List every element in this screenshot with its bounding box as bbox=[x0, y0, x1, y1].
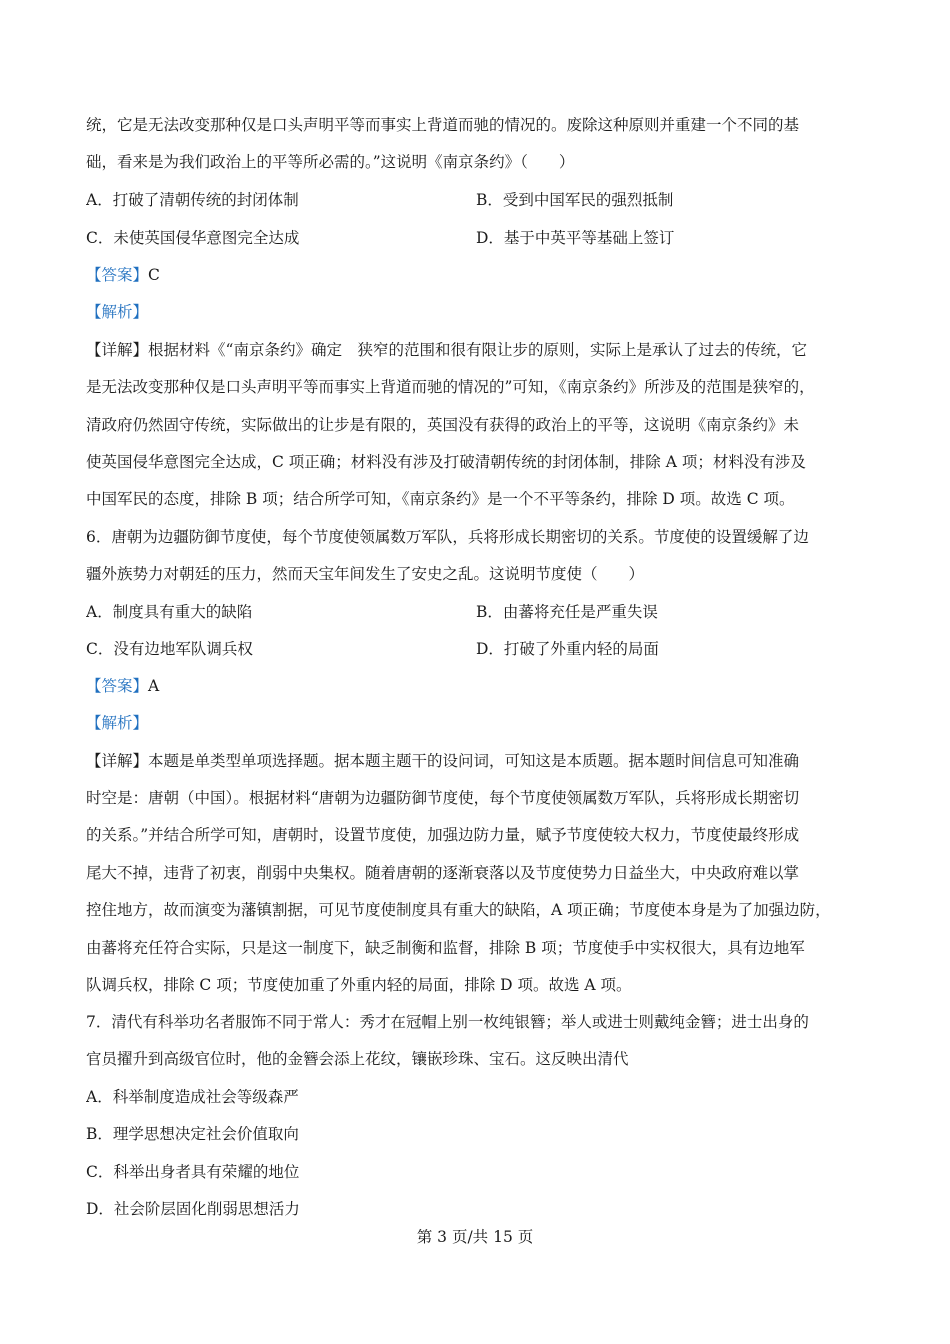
answer-value: A bbox=[148, 677, 160, 695]
q6-option-a: A．制度具有重大的缺陷 bbox=[86, 603, 253, 621]
q6-analysis bbox=[86, 712, 886, 734]
q7-option-b: B．理学思想决定社会价值取向 bbox=[86, 1125, 299, 1143]
q5-stem-line-2: 础，看来是为我们政治上的平等所必需的。”这说明《南京条约》（ ） bbox=[86, 153, 575, 171]
q7-stem-line-1: 7．清代有科举功名者服饰不同于常人：秀才在冠帽上别一枚纯银簪；举人或进士则戴纯金簪；进士出身的 bbox=[86, 1013, 809, 1031]
detail-tag: 【详解】 bbox=[86, 341, 149, 359]
q7-stem-line-2: 官员擢升到高级官位时，他的金簪会添上花纹，镶嵌珍珠、宝石。这反映出清代 bbox=[86, 1050, 629, 1068]
page-indicator: 第 3 页/共 15 页 bbox=[416, 1228, 534, 1246]
q7-option-d: D．社会阶层固化削弱思想活力 bbox=[86, 1200, 300, 1218]
q5-detail-line-3: 清政府仍然固守传统，实际做出的让步是有限的，英国没有获得的政治上的平等，这说明《南京条约》未 bbox=[86, 416, 800, 434]
q5-options-row-1 bbox=[86, 189, 886, 211]
q6-detail-line-2: 时空是：唐朝（中国）。根据材料“唐朝为边疆防御节度使，每个节度使领属数万军队，兵将形成长期密切 bbox=[86, 789, 800, 807]
analysis-tag: 【解析】 bbox=[86, 303, 149, 321]
q5-detail-line-5: 中国军民的态度，排除 B 项；结合所学可知，《南京条约》是一个不平等条约，排除 D 项。故选 C 项。 bbox=[86, 490, 795, 508]
q6-detail-line-5: 控住地方，故而演变为藩镇割据，可见节度使制度具有重大的缺陷，A 项正确；节度使本身是为了加强边防， bbox=[86, 901, 831, 919]
q6-options-row-1 bbox=[86, 601, 886, 623]
q5-option-d: D．基于中英平等基础上签订 bbox=[476, 229, 675, 247]
q5-answer bbox=[86, 264, 886, 286]
q5-options-row-2 bbox=[86, 227, 886, 249]
q6-options-row-2 bbox=[86, 638, 886, 660]
answer-value: C bbox=[148, 266, 160, 284]
detail-tag: 【详解】 bbox=[86, 752, 149, 770]
q5-detail-line-4: 使英国侵华意图完全达成，C 项正确；材料没有涉及打破清朝传统的封闭体制，排除 A 项；材料没有涉及 bbox=[86, 453, 806, 471]
detail-text: 本题是单类型单项选择题。据本题主题干的设问词，可知这是本质题。据本题时间信息可知准确 bbox=[148, 752, 800, 770]
q5-option-a: A．打破了清朝传统的封闭体制 bbox=[86, 191, 299, 209]
q6-stem-line-1: 6．唐朝为边疆防御节度使，每个节度使领属数万军队，兵将形成长期密切的关系。节度使的设置缓解了边 bbox=[86, 528, 809, 546]
q6-option-d: D．打破了外重内轻的局面 bbox=[476, 640, 659, 658]
q6-stem-line-2: 疆外族势力对朝廷的压力，然而天宝年间发生了安史之乱。这说明节度使（ ） bbox=[86, 565, 645, 583]
q5-analysis bbox=[86, 301, 886, 323]
answer-tag: 【答案】 bbox=[86, 677, 149, 695]
q5-detail-line-1 bbox=[86, 339, 886, 361]
q7-option-a: A．科举制度造成社会等级森严 bbox=[86, 1088, 299, 1106]
answer-tag: 【答案】 bbox=[86, 266, 149, 284]
q6-detail-line-4: 尾大不掉，违背了初衷，削弱中央集权。随着唐朝的逐渐衰落以及节度使势力日益坐大，中央政府难以掌 bbox=[86, 864, 800, 882]
q6-detail-line-1 bbox=[86, 750, 886, 772]
q6-detail-line-7: 队调兵权，排除 C 项；节度使加重了外重内轻的局面，排除 D 项。故选 A 项。 bbox=[86, 976, 632, 994]
analysis-tag: 【解析】 bbox=[86, 714, 149, 732]
q6-detail-line-3: 的关系。”并结合所学可知，唐朝时，设置节度使，加强边防力量，赋予节度使较大权力，节度使最终形成 bbox=[86, 826, 800, 844]
q5-option-c: C．未使英国侵华意图完全达成 bbox=[86, 229, 300, 247]
q6-option-c: C．没有边地军队调兵权 bbox=[86, 640, 253, 658]
q5-option-b: B．受到中国军民的强烈抵制 bbox=[476, 191, 674, 209]
q6-answer bbox=[86, 675, 886, 697]
q7-option-c: C．科举出身者具有荣耀的地位 bbox=[86, 1163, 300, 1181]
q5-detail-line-2: 是无法改变那种仅是口头声明平等而事实上背道而驰的情况的”可知，《南京条约》所涉及的范围是狭窄的， bbox=[86, 378, 815, 396]
q6-detail-line-6: 由蕃将充任符合实际，只是这一制度下，缺乏制衡和监督，排除 B 项；节度使手中实权很大，具有边地军 bbox=[86, 939, 805, 957]
q6-option-b: B．由蕃将充任是严重失误 bbox=[476, 603, 658, 621]
q5-stem-line-1: 统，它是无法改变那种仅是口头声明平等而事实上背道而驰的情况的。废除这种原则并重建一个不同的基 bbox=[86, 116, 800, 134]
detail-text: 根据材料《“南京条约》确定 狭窄的范围和很有限让步的原则，实际上是承认了过去的传统，它 bbox=[148, 341, 807, 359]
